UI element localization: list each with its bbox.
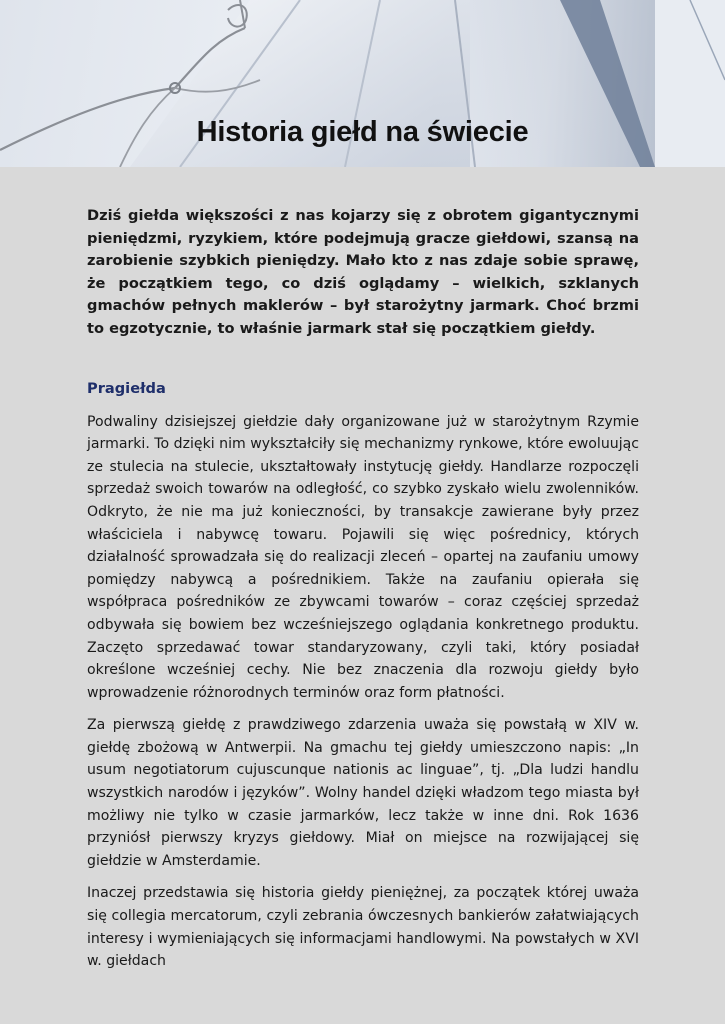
section-heading: Pragiełda [87, 379, 166, 397]
intro-paragraph: Dziś giełda większości z nas kojarzy się z obrotem gigantycznymi pieniędzmi, ryzykiem, które podejmują gracze giełdowi, szansą na zarobienie szybkich pieniędzy. Mało kto z nas zdaje sobie sprawę, że początkiem tego, co dziś oglądamy – wielkich, szklanych gmachów pełnych maklerów – był starożytny jarmark. Choć brzmi to egzotycznie, to właśnie jarmark stał się początkiem giełdy. [87, 207, 639, 337]
paragraph: Za pierwszą giełdę z prawdziwego zdarzenia uważa się powstałą w XIV w. giełdę zbożową w Antwerpii. Na gmachu tej giełdy umieszczono napis: „In usum negotiatorum cujuscunque nationis ac linguae”, tj. „Dla ludzi handlu wszystkich narodów i języków”. Wolny handel dzięki władzom tego miasta był możliwy nie tylko w czasie jarmarków, lecz także w inne dni. Rok 1636 przyniósł pierwszy kryzys giełdowy. Miał on miejsce na rozwijającej się giełdzie w Amsterdamie. [87, 717, 639, 869]
header-banner [0, 0, 725, 167]
paragraph: Podwaliny dzisiejszej giełdzie dały organizowane już w starożytnym Rzymie jarmarki. To dzięki nim wykształciły się mechanizmy rynkowe, które ewoluując ze stulecia na stulecie, ukształtowały instytucję giełdy. Handlarze rozpoczęli sprzedaż swoich towarów na odległość, co szybko zyskało wielu zwolenników. Odkryto, że nie ma już konieczności, by transakcje zawierane były przez właściciela i nabywcę towaru. Pojawili się więc pośrednicy, których działalność sprowadzała się do realizacji zleceń – opartej na zaufaniu umowy pomiędzy nabywcą a pośrednikiem. Także na zaufaniu opierała się współpraca pośredników ze zbywcami towarów – coraz częściej sprzedaż odbywała się bowiem bez wcześniejszego oglądania konkretnego produktu. Zaczęto sprzedawać towar standaryzowany, czyli taki, który posiadał określone wcześniej cechy. Nie bez znaczenia dla rozwoju giełdy było wprowadzenie różnorodnych terminów oraz form płatności. [87, 413, 639, 701]
page-title: Historia giełd na świecie [196, 116, 529, 148]
paragraph: Inaczej przedstawia się historia giełdy pieniężnej, za początek której uważa się collegia mercatorum, czyli zebrania ówczesnych bankierów załatwiających interesy i wymieniających się informacjami handlowymi. Na powstałych w XVI w. giełdach [87, 885, 639, 970]
article-body [87, 205, 639, 983]
